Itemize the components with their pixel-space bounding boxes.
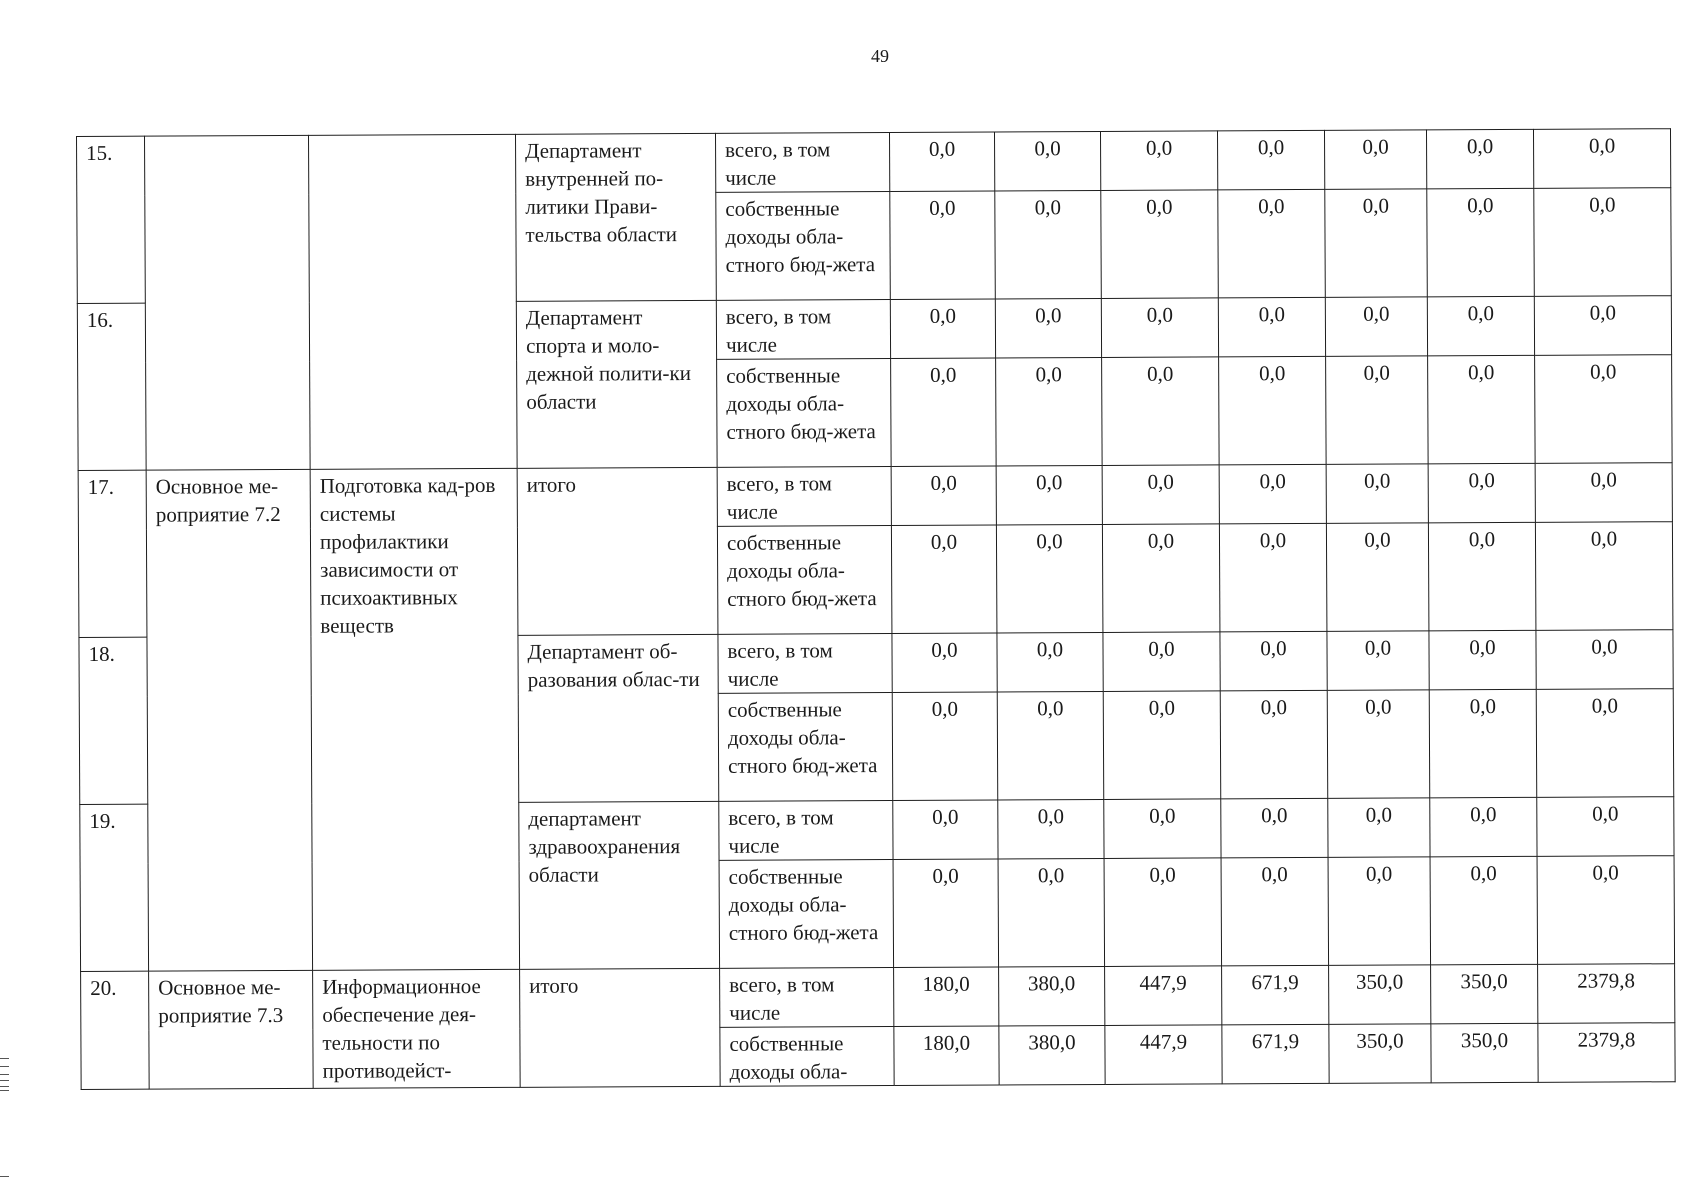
- amount-cell: 0,0: [998, 799, 1104, 859]
- amount-cell: 0,0: [1103, 632, 1220, 692]
- row-number-cell: 16.: [77, 303, 146, 470]
- event-name-cell: Подготовка кад-ров системы профилактики зависимости от психоактивных веществ: [310, 468, 519, 970]
- amount-cell: 0,0: [1325, 189, 1428, 297]
- amount-cell: 0,0: [1327, 631, 1429, 690]
- amount-cell: 0,0: [1430, 797, 1537, 857]
- amount-cell: 0,0: [891, 466, 996, 526]
- amount-cell: 671,9: [1222, 1024, 1329, 1084]
- amount-cell: 0,0: [1101, 298, 1218, 358]
- amount-cell: 0,0: [1220, 690, 1328, 799]
- table-row: [77, 129, 1671, 196]
- executor-cell: Департамент внутренней по-литики Прави-тельства области: [515, 133, 716, 301]
- amount-cell: 0,0: [892, 633, 997, 693]
- amount-cell: 0,0: [1429, 630, 1536, 690]
- funding-source-cell: собственные доходы обла-: [720, 1027, 894, 1087]
- amount-cell: 0,0: [890, 299, 995, 359]
- amount-cell: 0,0: [1101, 190, 1219, 299]
- amount-cell: 0,0: [1218, 189, 1326, 298]
- amount-cell: 0,0: [1221, 857, 1329, 966]
- amount-cell: 0,0: [1327, 690, 1430, 798]
- funding-source-cell: всего, в том числе: [717, 467, 891, 527]
- scan-mark: [0, 1074, 9, 1075]
- budget-table: [76, 128, 1676, 1090]
- amount-cell: 0,0: [995, 298, 1101, 358]
- table-row: [81, 964, 1675, 1031]
- amount-cell: 2379,8: [1538, 1023, 1675, 1083]
- funding-source-cell: собственные доходы обла-стного бюд-жета: [717, 526, 892, 635]
- amount-cell: 0,0: [1100, 131, 1217, 191]
- amount-cell: 0,0: [994, 131, 1100, 191]
- funding-source-cell: всего, в том числе: [719, 801, 893, 861]
- amount-cell: 0,0: [1535, 463, 1672, 523]
- funding-source-cell: всего, в том числе: [716, 300, 890, 360]
- row-number-cell: 15.: [77, 136, 146, 303]
- amount-cell: 0,0: [1427, 188, 1535, 297]
- amount-cell: 0,0: [1326, 356, 1429, 464]
- funding-source-cell: собственные доходы обла-стного бюд-жета: [718, 693, 893, 802]
- main-event-cell: [145, 135, 311, 470]
- amount-cell: 0,0: [1328, 857, 1431, 965]
- executor-cell: Департамент об-разования облас-ти: [518, 634, 719, 802]
- amount-cell: 0,0: [1221, 798, 1328, 858]
- scan-mark: [0, 1058, 9, 1059]
- amount-cell: 0,0: [890, 191, 996, 300]
- amount-cell: 0,0: [1537, 856, 1675, 965]
- amount-cell: 350,0: [1329, 1024, 1431, 1083]
- row-number-cell: 18.: [79, 637, 148, 804]
- amount-cell: 350,0: [1431, 1023, 1538, 1083]
- executor-cell: департамент здравоохранения области: [519, 801, 720, 969]
- funding-source-cell: собственные доходы обла-стного бюд-жета: [716, 192, 891, 301]
- scan-mark: [0, 1176, 9, 1177]
- funding-source-cell: всего, в том числе: [715, 133, 889, 193]
- amount-cell: 0,0: [1219, 523, 1327, 632]
- amount-cell: 0,0: [1428, 355, 1536, 464]
- amount-cell: 0,0: [1427, 296, 1534, 356]
- amount-cell: 447,9: [1105, 1025, 1222, 1085]
- amount-cell: 671,9: [1222, 965, 1329, 1025]
- amount-cell: 350,0: [1431, 964, 1538, 1024]
- amount-cell: 0,0: [1535, 522, 1673, 631]
- amount-cell: 0,0: [1104, 799, 1221, 859]
- scan-mark: [0, 1080, 9, 1081]
- amount-cell: 0,0: [1535, 355, 1673, 464]
- amount-cell: 0,0: [998, 858, 1105, 967]
- amount-cell: 0,0: [1326, 464, 1428, 523]
- row-number-cell: 17.: [78, 470, 147, 637]
- amount-cell: 0,0: [1533, 129, 1670, 189]
- amount-cell: 0,0: [1328, 798, 1430, 857]
- amount-cell: 0,0: [1428, 522, 1536, 631]
- funding-source-cell: собственные доходы обла-стного бюд-жета: [719, 860, 894, 969]
- amount-cell: 0,0: [1325, 297, 1427, 356]
- amount-cell: 0,0: [996, 465, 1102, 525]
- amount-cell: 0,0: [997, 691, 1104, 800]
- table-row: [78, 463, 1672, 530]
- funding-source-cell: собственные доходы обла-стного бюд-жета: [717, 359, 892, 468]
- main-event-cell: Основное ме-роприятие 7.3: [149, 970, 314, 1089]
- page-number: 49: [871, 46, 889, 66]
- scan-mark: [0, 1090, 9, 1091]
- amount-cell: 0,0: [996, 524, 1103, 633]
- amount-cell: 0,0: [997, 632, 1103, 692]
- amount-cell: 0,0: [1217, 130, 1324, 190]
- executor-cell: итого: [517, 467, 718, 635]
- amount-cell: 350,0: [1329, 965, 1431, 1024]
- amount-cell: 0,0: [1429, 689, 1537, 798]
- main-event-cell: Основное ме-роприятие 7.2: [146, 469, 312, 971]
- event-name-cell: [308, 134, 517, 469]
- amount-cell: 0,0: [1534, 296, 1671, 356]
- amount-cell: 0,0: [1428, 463, 1535, 523]
- amount-cell: 0,0: [1534, 188, 1672, 297]
- amount-cell: 0,0: [1536, 630, 1673, 690]
- amount-cell: 0,0: [1326, 523, 1429, 631]
- amount-cell: 447,9: [1105, 966, 1222, 1026]
- amount-cell: 0,0: [1537, 797, 1674, 857]
- scan-mark: [0, 1086, 9, 1087]
- amount-cell: 0,0: [1103, 691, 1221, 800]
- amount-cell: 0,0: [889, 132, 994, 192]
- budget-table-body: [77, 129, 1676, 1090]
- amount-cell: 0,0: [1430, 856, 1538, 965]
- amount-cell: 0,0: [995, 190, 1102, 299]
- amount-cell: 0,0: [1104, 858, 1222, 967]
- amount-cell: 2379,8: [1538, 964, 1675, 1024]
- funding-source-cell: всего, в том числе: [718, 634, 892, 694]
- amount-cell: 0,0: [1219, 356, 1327, 465]
- executor-cell: Департамент спорта и моло-дежной полити-ки области: [516, 300, 717, 468]
- amount-cell: 180,0: [894, 967, 999, 1027]
- executor-cell: итого: [520, 968, 721, 1087]
- amount-cell: 0,0: [1220, 631, 1327, 691]
- row-number-cell: 20.: [81, 971, 150, 1089]
- amount-cell: 380,0: [999, 1025, 1105, 1085]
- amount-cell: 0,0: [996, 357, 1103, 466]
- amount-cell: 180,0: [894, 1026, 999, 1086]
- row-number-cell: 19.: [80, 804, 149, 971]
- amount-cell: 0,0: [1219, 464, 1326, 524]
- funding-source-cell: всего, в том числе: [720, 968, 894, 1028]
- amount-cell: 0,0: [893, 800, 998, 860]
- amount-cell: 0,0: [1102, 465, 1219, 525]
- amount-cell: 0,0: [1218, 297, 1325, 357]
- amount-cell: 380,0: [999, 966, 1105, 1026]
- amount-cell: 0,0: [1426, 129, 1533, 189]
- amount-cell: 0,0: [893, 859, 999, 968]
- amount-cell: 0,0: [891, 358, 997, 467]
- amount-cell: 0,0: [1324, 130, 1426, 189]
- amount-cell: 0,0: [1536, 689, 1674, 798]
- scan-mark: [0, 1066, 9, 1067]
- event-name-cell: Информационное обеспечение дея-тельности по противодейст-: [313, 969, 521, 1088]
- amount-cell: 0,0: [892, 692, 998, 801]
- budget-table-sheet: [76, 128, 1676, 1090]
- amount-cell: 0,0: [891, 525, 997, 634]
- amount-cell: 0,0: [1102, 524, 1220, 633]
- amount-cell: 0,0: [1102, 357, 1220, 466]
